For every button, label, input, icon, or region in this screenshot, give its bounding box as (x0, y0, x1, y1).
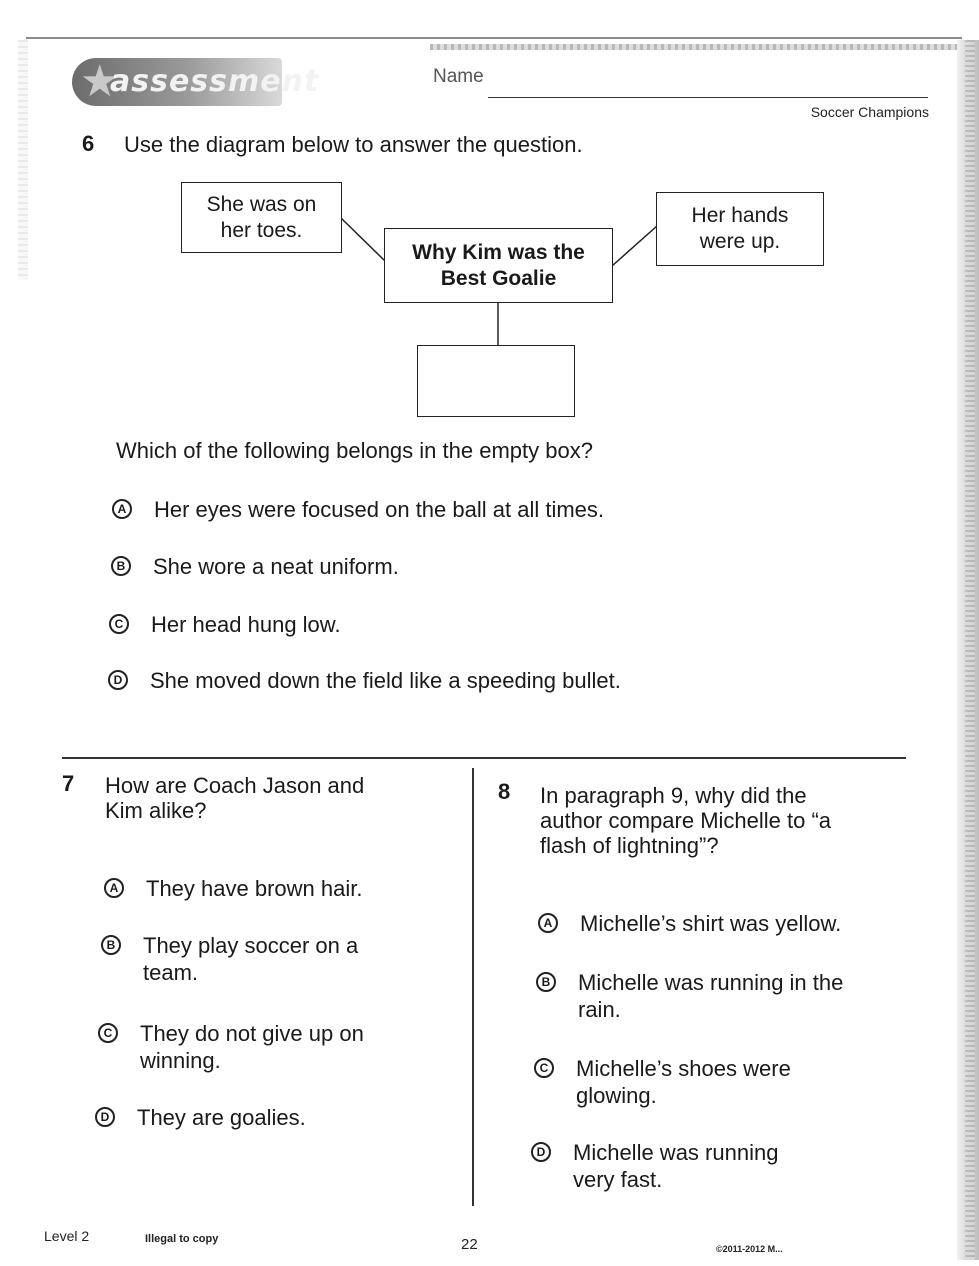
q7-option-d-text: They are goalies. (137, 1105, 306, 1130)
logo-text: assessment (110, 64, 320, 99)
q8-option-a[interactable] (538, 910, 841, 937)
q8-option-d-text: very fast. (573, 1167, 663, 1192)
answer-bubble-d-icon: D (531, 1142, 551, 1162)
diagram-box-center (384, 228, 613, 303)
answer-bubble-a-icon: A (104, 878, 124, 898)
q8-option-b-text: Michelle was running in the (578, 970, 844, 995)
name-label: Name (433, 66, 484, 87)
q7-option-c-text: winning. (140, 1048, 221, 1073)
question-7-number: 7 (62, 771, 75, 796)
question-8-prompt (540, 783, 831, 858)
q6-option-c[interactable] (109, 611, 341, 638)
q8-option-c-text: Michelle’s shoes were (576, 1056, 791, 1081)
answer-bubble-a-icon: A (112, 499, 132, 519)
diagram-box-left (181, 182, 342, 253)
diagram-center-line-2: Best Goalie (440, 266, 557, 290)
answer-bubble-c-icon: C (109, 614, 129, 634)
answer-bubble-b-icon: B (111, 556, 131, 576)
q6-option-d-text: She moved down the field like a speeding bullet. (150, 668, 621, 693)
q6-option-c-text: Her head hung low. (151, 612, 341, 637)
q6-option-a[interactable] (112, 496, 604, 523)
diagram-center-line-1: Why Kim was the (412, 240, 585, 264)
question-6-number: 6 (82, 131, 95, 156)
q8-option-b-text: rain. (578, 997, 621, 1022)
q6-option-d[interactable] (108, 667, 621, 694)
q7-option-b-text: team. (143, 960, 199, 985)
q8-option-d-text: Michelle was running (573, 1140, 779, 1165)
answer-bubble-a-icon: A (538, 913, 558, 933)
question-8-prompt-line: flash of lightning”? (540, 833, 719, 858)
q7-option-d[interactable] (95, 1104, 306, 1131)
answer-bubble-c-icon: C (534, 1058, 554, 1078)
connector-right (612, 226, 657, 266)
connector-left (341, 218, 386, 262)
diagram-right-line-2: were up. (699, 230, 781, 253)
answer-bubble-c-icon: C (98, 1023, 118, 1043)
question-7-prompt-line: How are Coach Jason and (105, 773, 365, 798)
q8-option-c[interactable] (534, 1055, 791, 1109)
footer-copyright: ©2011-2012 M... (716, 1244, 783, 1254)
section-divider-vertical (472, 768, 474, 1206)
q7-option-b-text: They play soccer on a (143, 933, 359, 958)
diagram-left-line-2: her toes. (220, 218, 303, 242)
question-6-question: Which of the following belongs in the empty box? (116, 438, 593, 463)
q8-option-b[interactable] (536, 969, 843, 1023)
q8-option-a-text: Michelle’s shirt was yellow. (580, 911, 842, 936)
footer-notice: Illegal to copy (145, 1233, 219, 1245)
q7-option-b[interactable] (101, 932, 358, 986)
question-8-number: 8 (498, 779, 511, 804)
subject-title: Soccer Champions (810, 104, 929, 120)
q7-option-c[interactable] (98, 1020, 364, 1074)
star-icon: ★ (80, 57, 120, 106)
section-divider-horizontal (62, 757, 906, 759)
q6-option-b-text: She wore a neat uniform. (153, 554, 399, 579)
question-8-prompt-line: author compare Michelle to “a (540, 808, 832, 833)
answer-bubble-d-icon: D (95, 1107, 115, 1127)
q7-option-c-text: They do not give up on (140, 1021, 364, 1046)
answer-bubble-b-icon: B (536, 972, 556, 992)
q7-option-a[interactable] (104, 875, 362, 902)
question-8-prompt-line: In paragraph 9, why did the (540, 783, 807, 808)
q6-option-b[interactable] (111, 553, 399, 580)
diagram-box-right (656, 192, 824, 266)
question-7-prompt-line: Kim alike? (105, 798, 207, 823)
q6-option-a-text: Her eyes were focused on the ball at all times. (154, 497, 605, 522)
q8-option-c-text: glowing. (576, 1083, 657, 1108)
footer-level: Level 2 (44, 1228, 90, 1244)
diagram-right-line-1: Her hands (691, 204, 789, 227)
q7-option-a-text: They have brown hair. (146, 876, 363, 901)
page-number: 22 (461, 1236, 478, 1253)
q8-option-d[interactable] (531, 1139, 778, 1193)
diagram-left-line-1: She was on (206, 192, 317, 216)
answer-bubble-b-icon: B (101, 935, 121, 955)
question-7-prompt (105, 773, 364, 823)
diagram-box-empty (417, 345, 575, 417)
question-6-prompt: Use the diagram below to answer the question. (124, 132, 583, 157)
answer-bubble-d-icon: D (108, 670, 128, 690)
